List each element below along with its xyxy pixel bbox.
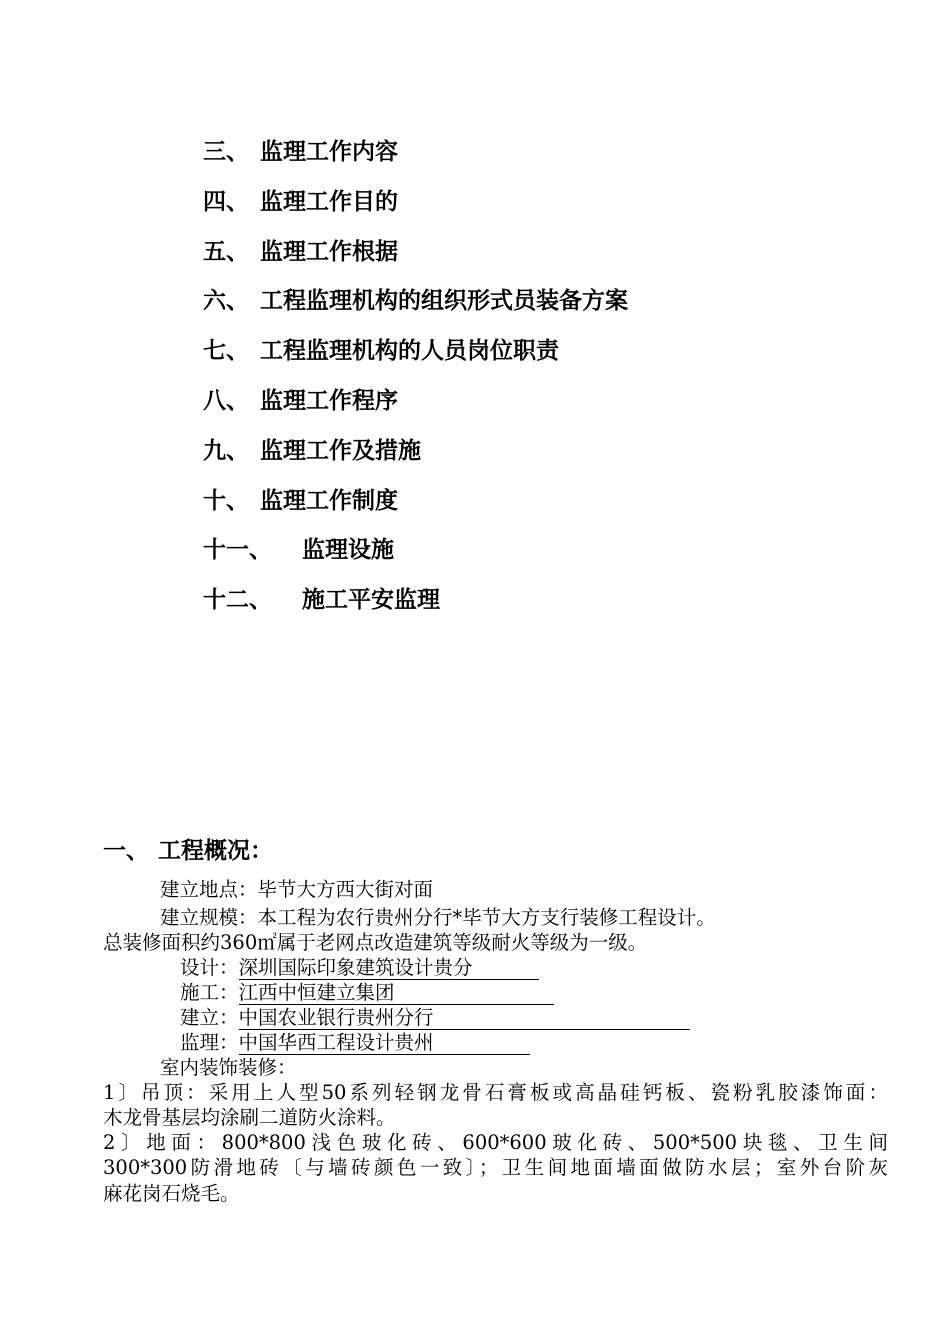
section-number: 一、 <box>103 838 149 864</box>
section-title: 工程概况： <box>158 838 273 864</box>
supervisor-value: 中国华西工程设计贵州 <box>239 1030 530 1055</box>
toc-title: 监理工作目的 <box>260 188 398 215</box>
toc-title: 监理工作内容 <box>260 139 398 165</box>
toc-item <box>203 327 628 377</box>
toc-number: 六、 <box>203 288 249 315</box>
toc-item <box>203 526 628 576</box>
table-of-contents <box>203 128 628 626</box>
toc-number: 八、 <box>203 387 249 414</box>
toc-title: 工程监理机构的组织形式员装备方案 <box>260 288 628 315</box>
toc-number: 五、 <box>203 238 249 265</box>
toc-number: 九、 <box>203 437 249 464</box>
section-heading <box>103 832 273 865</box>
toc-item <box>203 277 628 327</box>
toc-item <box>203 178 628 228</box>
client-label: 建立： <box>180 1006 239 1029</box>
supervisor-label: 监理： <box>180 1031 239 1054</box>
scale-line: 建立规模：本工程为农行贵州分行*毕节大方支行装修工程设计。 <box>160 906 716 929</box>
toc-title: 监理工作及措施 <box>260 437 421 464</box>
toc-title: 监理工作制度 <box>260 487 398 514</box>
item2-line: 麻花岗石烧毛。 <box>103 1182 240 1205</box>
item2-line: 300*300防滑地砖〔与墙砖颜色一致〕；卫生间地面墙面做防水层；室外台阶灰 <box>103 1156 888 1179</box>
client-line <box>180 1005 690 1031</box>
toc-number: 十一、 <box>203 537 272 564</box>
toc-item <box>203 377 628 427</box>
interior-heading: 室内装饰装修： <box>160 1056 297 1079</box>
location-line: 建立地点：毕节大方西大街对面 <box>160 878 434 901</box>
design-value: 深圳国际印象建筑设计贵分 <box>239 955 539 980</box>
toc-title: 工程监理机构的人员岗位职责 <box>260 338 559 365</box>
area-line: 总装修面积约360㎡属于老网点改造建筑等级耐火等级为一级。 <box>103 931 648 954</box>
item1-line: 木龙骨基层均涂刷二道防火涂料。 <box>103 1106 396 1129</box>
item2-line: 2〕地面：800*800浅色玻化砖、600*600玻化砖、500*500块毯、卫生间 <box>103 1131 888 1154</box>
client-value: 中国农业银行贵州分行 <box>239 1005 690 1030</box>
toc-title: 监理工作根据 <box>260 238 398 265</box>
design-label: 设计： <box>180 956 239 979</box>
toc-number: 四、 <box>203 188 249 215</box>
toc-number: 七、 <box>203 338 249 365</box>
toc-number: 十、 <box>203 487 249 514</box>
toc-number: 三、 <box>203 139 249 165</box>
toc-title: 施工平安监理 <box>302 587 440 614</box>
toc-item <box>203 576 628 626</box>
toc-item <box>203 128 628 178</box>
toc-title: 监理工作程序 <box>260 387 398 414</box>
construction-label: 施工： <box>180 981 239 1004</box>
construction-value: 江西中恒建立集团 <box>239 980 554 1005</box>
construction-line <box>180 980 554 1006</box>
item1-line: 1〕吊顶：采用上人型50系列轻钢龙骨石膏板或高晶硅钙板、瓷粉乳胶漆饰面： <box>103 1081 888 1104</box>
toc-item <box>203 477 628 527</box>
design-line <box>180 955 539 981</box>
toc-item <box>203 427 628 477</box>
toc-number: 十二、 <box>203 587 272 614</box>
toc-item <box>203 228 628 278</box>
toc-title: 监理设施 <box>302 537 394 564</box>
supervisor-line <box>180 1030 530 1056</box>
